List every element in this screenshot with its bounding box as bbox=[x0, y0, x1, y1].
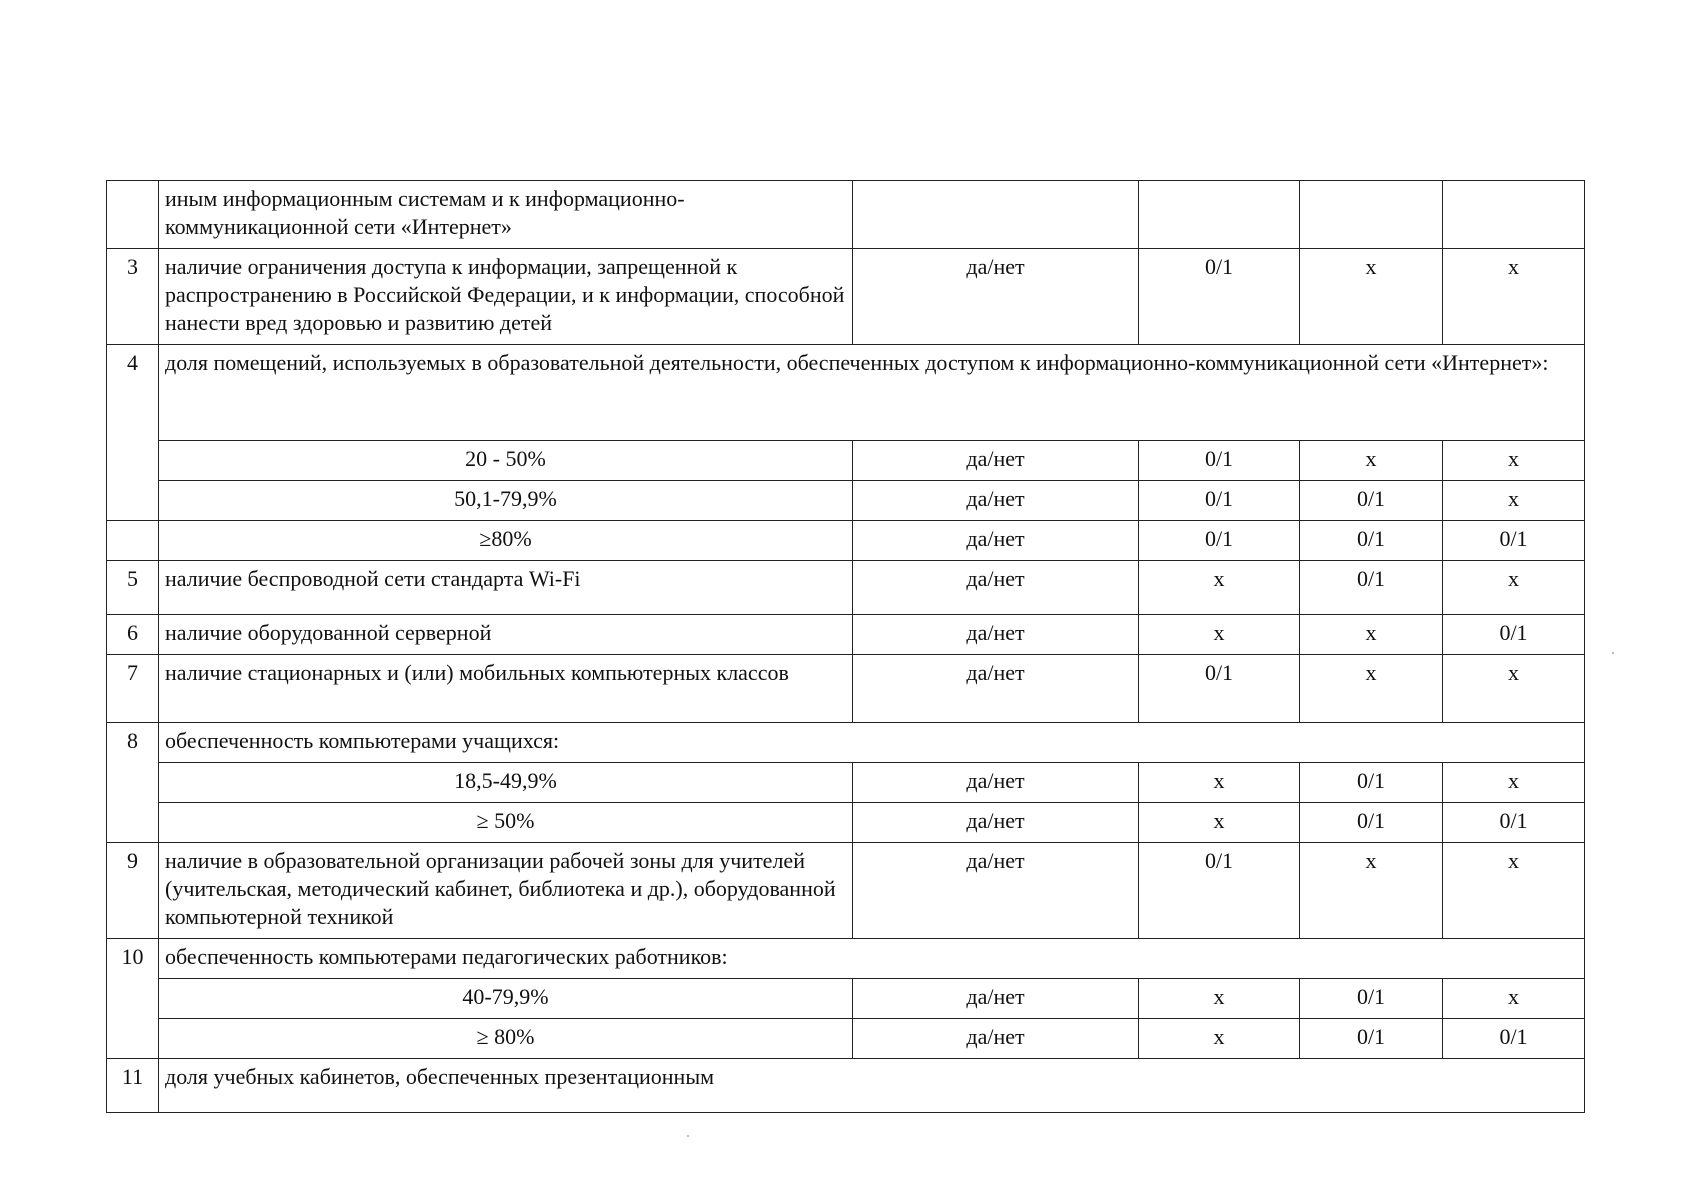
value-cell-1: 0/1 bbox=[1139, 249, 1300, 345]
indicator-range: ≥ 50% bbox=[159, 803, 853, 843]
row-number bbox=[107, 521, 159, 561]
value-cell-3: 0/1 bbox=[1443, 803, 1585, 843]
value-cell-1: 0/1 bbox=[1139, 843, 1300, 939]
scan-speck bbox=[687, 1135, 689, 1137]
row-number: 11 bbox=[107, 1059, 159, 1113]
row-number: 7 bbox=[107, 655, 159, 723]
value-cell-1: 0/1 bbox=[1139, 481, 1300, 521]
row-number: 4 bbox=[107, 345, 159, 521]
unit-cell: да/нет bbox=[853, 763, 1139, 803]
table-row bbox=[107, 803, 1585, 843]
value-cell-2: 0/1 bbox=[1300, 561, 1443, 615]
value-cell-3: х bbox=[1443, 979, 1585, 1019]
unit-cell: да/нет bbox=[853, 803, 1139, 843]
value-cell-2: х bbox=[1300, 655, 1443, 723]
value-cell-3: 0/1 bbox=[1443, 521, 1585, 561]
value-cell-1: х bbox=[1139, 615, 1300, 655]
indicator-label: наличие беспроводной сети стандарта Wi-Fi bbox=[159, 561, 853, 615]
table-row bbox=[107, 939, 1585, 979]
table-row bbox=[107, 441, 1585, 481]
unit-cell: да/нет bbox=[853, 979, 1139, 1019]
value-cell-2: 0/1 bbox=[1300, 763, 1443, 803]
indicator-label: наличие ограничения доступа к информации, запрещенной к распространению в Российской Федерации, и к информации, способной нанести вред здоровью и развитию детей bbox=[159, 249, 853, 345]
unit-cell: да/нет bbox=[853, 441, 1139, 481]
unit-cell bbox=[853, 181, 1139, 249]
unit-cell: да/нет bbox=[853, 843, 1139, 939]
table-row bbox=[107, 181, 1585, 249]
row-number: 5 bbox=[107, 561, 159, 615]
value-cell-2: 0/1 bbox=[1300, 521, 1443, 561]
unit-cell: да/нет bbox=[853, 249, 1139, 345]
table-row bbox=[107, 979, 1585, 1019]
row-number: 9 bbox=[107, 843, 159, 939]
indicator-range: 40-79,9% bbox=[159, 979, 853, 1019]
indicator-range: 18,5-49,9% bbox=[159, 763, 853, 803]
value-cell-1: х bbox=[1139, 1019, 1300, 1059]
value-cell-3 bbox=[1443, 181, 1585, 249]
indicator-label: иным информационным системам и к информационно-коммуникационной сети «Интернет» bbox=[159, 181, 853, 249]
indicator-range: ≥ 80% bbox=[159, 1019, 853, 1059]
indicator-label: наличие стационарных и (или) мобильных компьютерных классов bbox=[159, 655, 853, 723]
row-number bbox=[107, 181, 159, 249]
value-cell-2: х bbox=[1300, 843, 1443, 939]
value-cell-1: х bbox=[1139, 763, 1300, 803]
table-row bbox=[107, 249, 1585, 345]
indicator-group-label: обеспеченность компьютерами учащихся: bbox=[159, 723, 1585, 763]
unit-cell: да/нет bbox=[853, 655, 1139, 723]
table-row bbox=[107, 763, 1585, 803]
value-cell-1: х bbox=[1139, 979, 1300, 1019]
table-row bbox=[107, 521, 1585, 561]
value-cell-2: х bbox=[1300, 249, 1443, 345]
value-cell-3: 0/1 bbox=[1443, 615, 1585, 655]
table-row bbox=[107, 1059, 1585, 1113]
table-row bbox=[107, 561, 1585, 615]
unit-cell: да/нет bbox=[853, 481, 1139, 521]
unit-cell: да/нет bbox=[853, 561, 1139, 615]
value-cell-3: х bbox=[1443, 843, 1585, 939]
table-row bbox=[107, 1019, 1585, 1059]
value-cell-2 bbox=[1300, 181, 1443, 249]
value-cell-2: 0/1 bbox=[1300, 1019, 1443, 1059]
table-row bbox=[107, 843, 1585, 939]
value-cell-2: 0/1 bbox=[1300, 979, 1443, 1019]
table-row bbox=[107, 345, 1585, 441]
value-cell-1 bbox=[1139, 181, 1300, 249]
row-number: 8 bbox=[107, 723, 159, 843]
value-cell-2: 0/1 bbox=[1300, 803, 1443, 843]
value-cell-3: х bbox=[1443, 561, 1585, 615]
value-cell-1: х bbox=[1139, 561, 1300, 615]
value-cell-3: х bbox=[1443, 441, 1585, 481]
value-cell-3: х bbox=[1443, 481, 1585, 521]
value-cell-2: х bbox=[1300, 441, 1443, 481]
unit-cell: да/нет bbox=[853, 615, 1139, 655]
value-cell-3: х bbox=[1443, 655, 1585, 723]
table-row bbox=[107, 615, 1585, 655]
value-cell-1: 0/1 bbox=[1139, 521, 1300, 561]
row-number: 10 bbox=[107, 939, 159, 1059]
table-row bbox=[107, 723, 1585, 763]
value-cell-2: 0/1 bbox=[1300, 481, 1443, 521]
indicator-group-label: обеспеченность компьютерами педагогических работников: bbox=[159, 939, 1585, 979]
unit-cell: да/нет bbox=[853, 1019, 1139, 1059]
value-cell-3: х bbox=[1443, 763, 1585, 803]
value-cell-1: 0/1 bbox=[1139, 441, 1300, 481]
value-cell-3: 0/1 bbox=[1443, 1019, 1585, 1059]
indicator-range: 50,1-79,9% bbox=[159, 481, 853, 521]
value-cell-2: х bbox=[1300, 615, 1443, 655]
indicator-range: ≥80% bbox=[159, 521, 853, 561]
indicator-label: наличие оборудованной серверной bbox=[159, 615, 853, 655]
value-cell-1: 0/1 bbox=[1139, 655, 1300, 723]
indicator-table-body bbox=[107, 181, 1585, 1113]
table-row bbox=[107, 481, 1585, 521]
value-cell-3: х bbox=[1443, 249, 1585, 345]
unit-cell: да/нет bbox=[853, 521, 1139, 561]
scan-speck bbox=[1612, 652, 1614, 654]
row-number: 6 bbox=[107, 615, 159, 655]
indicator-group-label: доля помещений, используемых в образовательной деятельности, обеспеченных доступом к информационно-коммуникационной сети «Интернет»: bbox=[159, 345, 1585, 441]
value-cell-1: х bbox=[1139, 803, 1300, 843]
indicator-label: наличие в образовательной организации рабочей зоны для учителей (учительская, методический кабинет, библиотека и др.), оборудованной компьютерной техникой bbox=[159, 843, 853, 939]
indicator-table bbox=[106, 180, 1585, 1113]
indicator-range: 20 - 50% bbox=[159, 441, 853, 481]
table-row bbox=[107, 655, 1585, 723]
indicator-group-label: доля учебных кабинетов, обеспеченных презентационным bbox=[159, 1059, 1585, 1113]
row-number: 3 bbox=[107, 249, 159, 345]
